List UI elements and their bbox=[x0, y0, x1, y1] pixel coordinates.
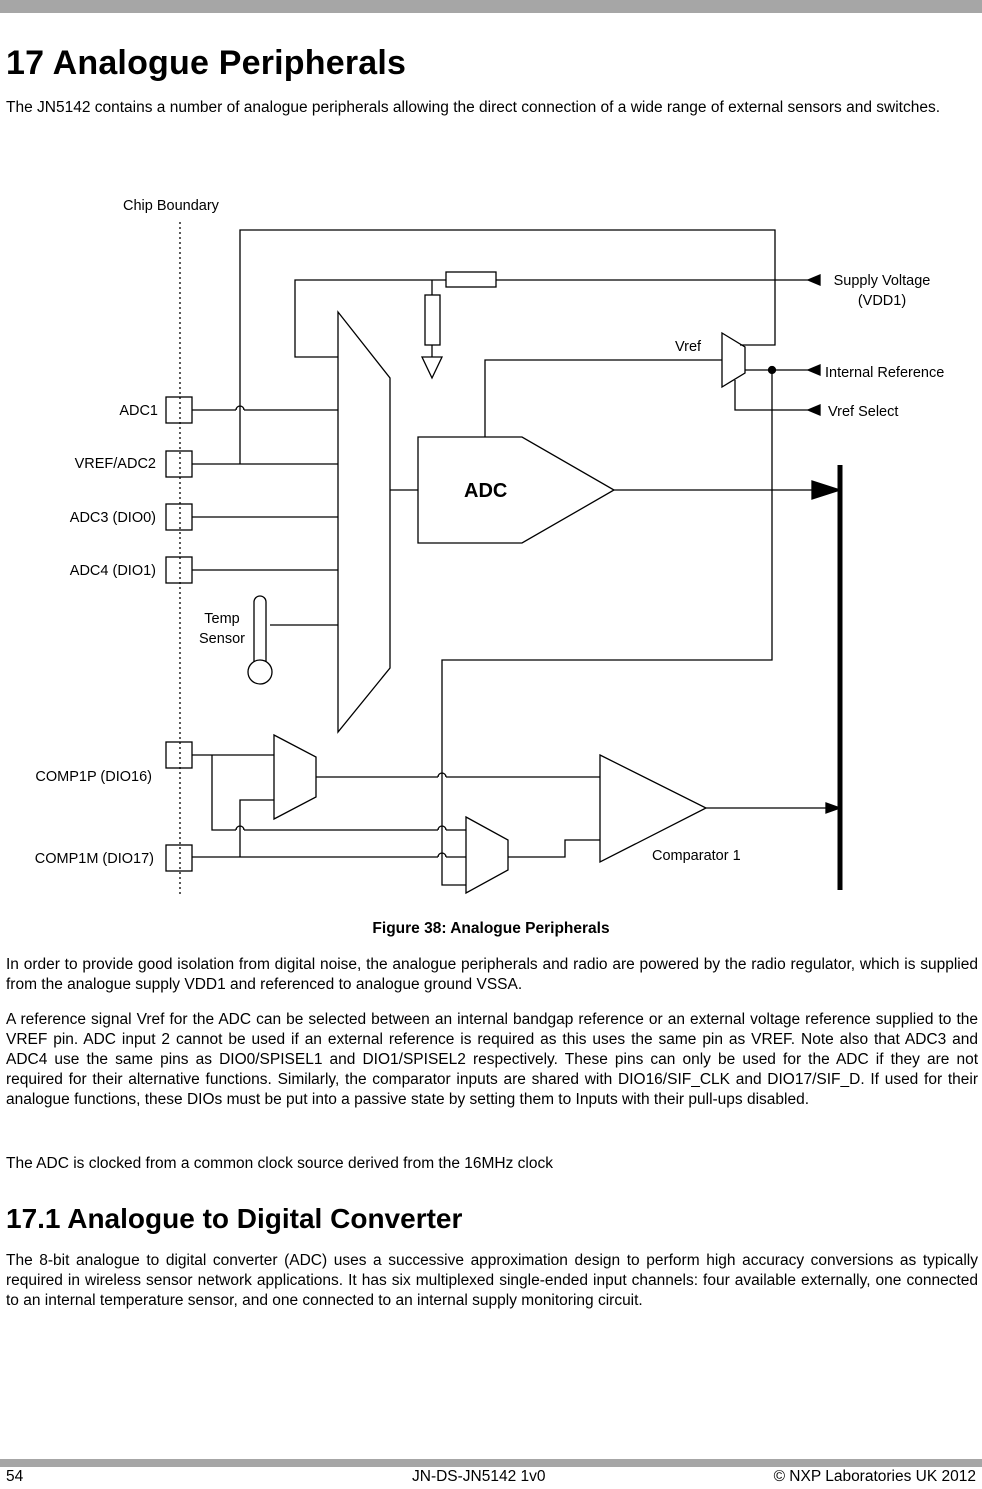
paragraph-adc: The 8-bit analogue to digital converter (ADC) uses a successive approximation design to perform high accuracy conversions as typically required in wireless sensor network applications. It has six multiplexed single-ended input channels: four available externally, one connected to an internal temperature sensor, and one connected to an internal supply monitoring circuit. bbox=[6, 1252, 978, 1309]
resistor-horizontal bbox=[446, 272, 496, 287]
pin-adc4 bbox=[166, 557, 192, 583]
comparator-input-mux-1 bbox=[274, 735, 316, 819]
label-supply-voltage: Supply Voltage bbox=[833, 273, 931, 289]
pin-adc3 bbox=[166, 504, 192, 530]
analogue-peripherals-figure bbox=[0, 180, 982, 905]
vref-mux bbox=[722, 333, 745, 387]
label-adc4: ADC4 (DIO1) bbox=[69, 563, 156, 579]
page-number: 54 bbox=[6, 1468, 24, 1485]
ground-symbol bbox=[422, 357, 442, 378]
resistor-vertical bbox=[425, 295, 440, 345]
label-temp: Temp bbox=[204, 611, 240, 627]
adc-output-arrow bbox=[812, 481, 840, 499]
label-vref: Vref bbox=[675, 339, 702, 355]
label-comp1p: COMP1P (DIO16) bbox=[35, 769, 152, 785]
adc-mux bbox=[338, 312, 390, 732]
intro-paragraph: The JN5142 contains a number of analogue peripherals allowing the direct connection of a wide range of external sensors and switches. bbox=[6, 99, 941, 116]
label-sensor: Sensor bbox=[199, 631, 245, 647]
paragraph-isolation: In order to provide good isolation from digital noise, the analogue peripherals and radio are powered by the radio regulator, which is supplied from the analogue supply VDD1 and referenced to analogue ground VSSA. bbox=[6, 956, 978, 993]
pin-comp1m bbox=[166, 845, 192, 871]
label-vref-select: Vref Select bbox=[828, 404, 899, 420]
label-internal-reference: Internal Reference bbox=[825, 365, 945, 381]
label-adc: ADC bbox=[464, 480, 508, 502]
label-comparator: Comparator 1 bbox=[652, 848, 741, 864]
label-chip-boundary: Chip Boundary bbox=[123, 198, 219, 214]
paragraph-vref: A reference signal Vref for the ADC can be selected between an internal bandgap reference or an external voltage reference supplied to the VREF pin. ADC input 2 cannot be used if an external reference is required as this uses the same pin as VREF. Note also that ADC3 and ADC4 use the same pins as DIO0/SPISEL1 and DIO1/SPISEL2 respectively. These pins can only be used for the ADC if they are not required for their alternative functions. Similarly, the comparator inputs are shared with DIO16/SIF_CLK and DIO17/SIF_D. If used for their analogue functions, these DIOs must be put into a passive state by setting them to Inputs with their pull-ups disabled. bbox=[6, 1011, 978, 1108]
temp-sensor bbox=[254, 596, 266, 662]
label-comp1m: COMP1M (DIO17) bbox=[34, 851, 154, 867]
adc-block bbox=[418, 437, 614, 543]
label-vdd1: (VDD1) bbox=[857, 293, 907, 309]
label-adc1: ADC1 bbox=[119, 403, 158, 419]
copyright: © NXP Laboratories UK 2012 bbox=[773, 1468, 976, 1485]
page-title: 17 Analogue Peripherals bbox=[6, 44, 407, 82]
footer-rule bbox=[0, 1459, 982, 1467]
document-id: JN-DS-JN5142 1v0 bbox=[412, 1468, 546, 1485]
paragraph-clock: The ADC is clocked from a common clock source derived from the 16MHz clock bbox=[6, 1155, 553, 1172]
section-heading: 17.1 Analogue to Digital Converter bbox=[6, 1203, 463, 1234]
comparator-1 bbox=[600, 755, 706, 862]
label-adc3: ADC3 (DIO0) bbox=[69, 510, 156, 526]
comparator-input-mux-2 bbox=[466, 817, 508, 893]
figure-caption: Figure 38: Analogue Peripherals bbox=[372, 920, 610, 937]
pin-vref-adc2 bbox=[166, 451, 192, 477]
pin-comp1p bbox=[166, 742, 192, 768]
pin-adc1 bbox=[166, 397, 192, 423]
header-rule bbox=[0, 0, 982, 13]
label-vref-adc2: VREF/ADC2 bbox=[74, 456, 156, 472]
